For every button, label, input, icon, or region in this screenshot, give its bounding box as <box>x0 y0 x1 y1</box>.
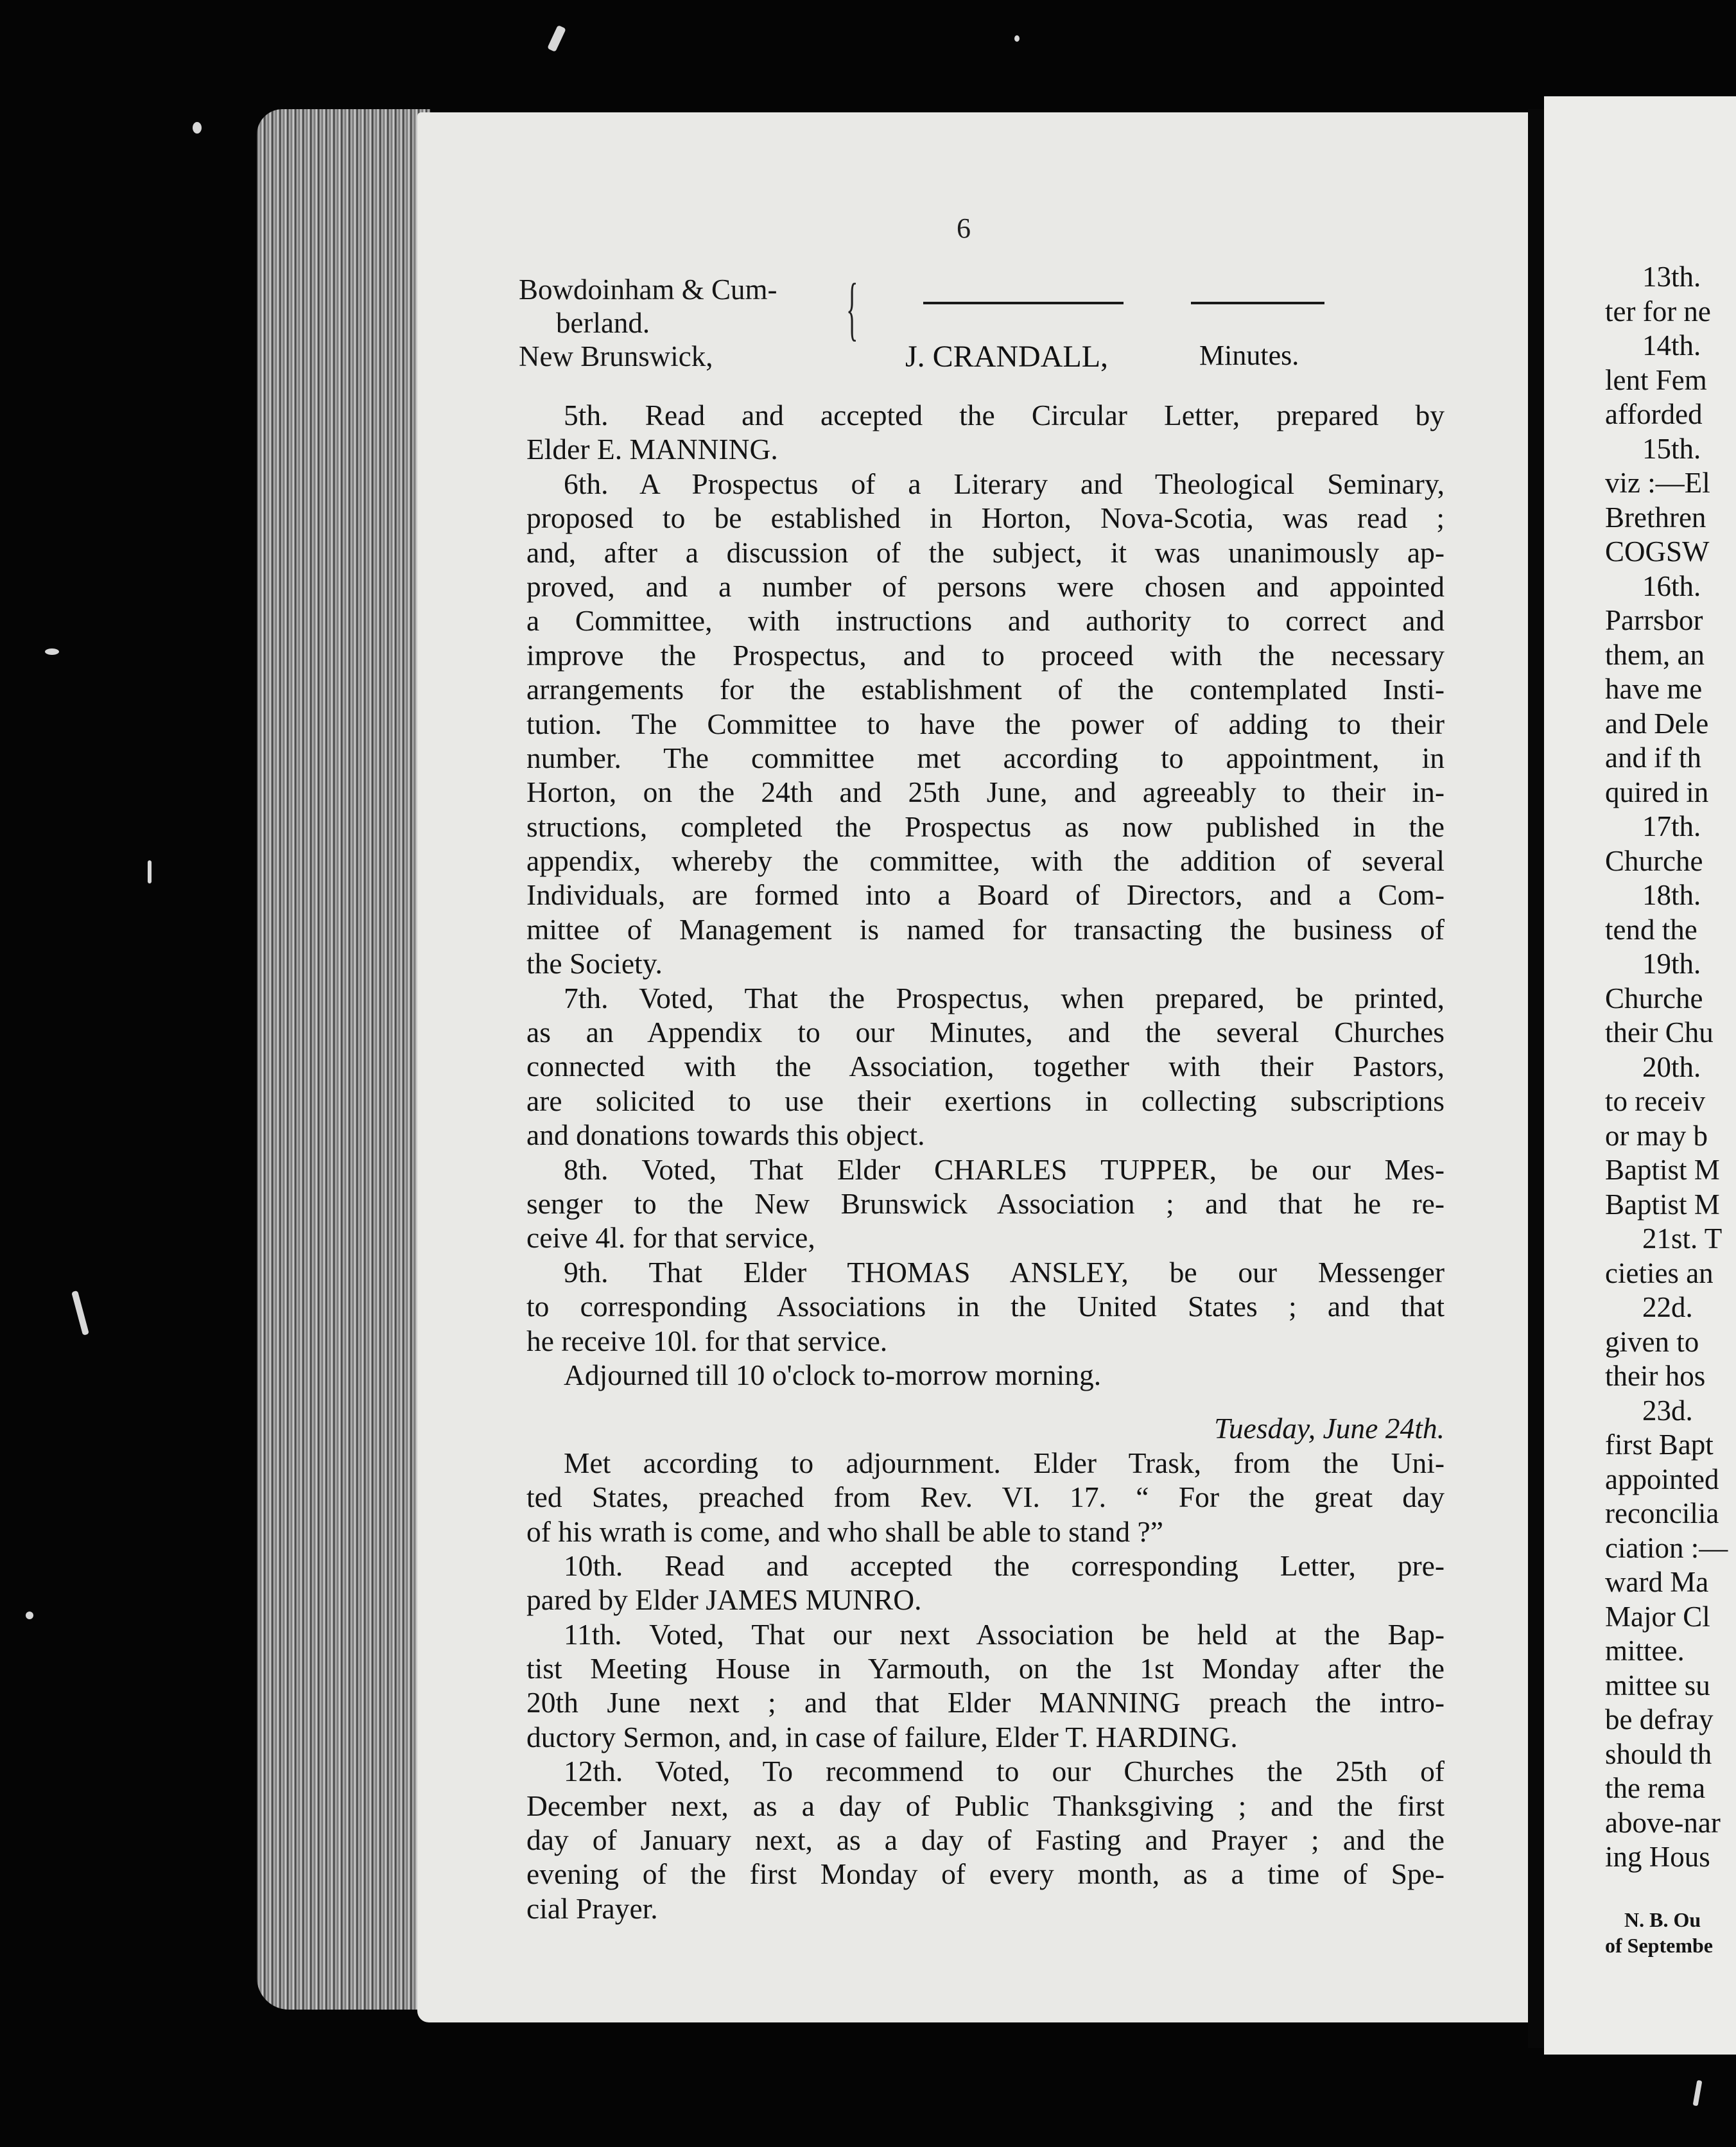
text-line: and, after a discussion of the subject, it was unanimously ap- <box>526 535 1445 569</box>
right-text-line: quired in <box>1605 776 1709 808</box>
text-line: connected with the Association, together with their Pastors, <box>526 1050 1445 1083</box>
right-text-line: Churche <box>1605 982 1703 1014</box>
line-gap <box>526 1392 1445 1411</box>
right-text-line: given to <box>1605 1325 1699 1358</box>
text-line: ceive 4l. for that service, <box>526 1221 815 1255</box>
right-text-line: 15th. <box>1642 432 1701 465</box>
text-line: number. The committee met according to appointment, in <box>526 741 1445 774</box>
header-line: New Brunswick, <box>519 340 713 372</box>
text-line: day of January next, as a day of Fasting and Prayer ; and the <box>526 1823 1445 1857</box>
signature-name: J. CRANDALL, <box>905 340 1109 374</box>
background-speck <box>45 648 59 655</box>
text-line: proposed to be established in Horton, Nova-Scotia, was read ; <box>526 501 1445 535</box>
right-note-line: N. B. Ou <box>1624 1908 1701 1931</box>
right-text-line: mittee su <box>1605 1669 1710 1701</box>
right-text-line: ing Hous <box>1605 1841 1710 1873</box>
text-line: ted States, preached from Rev. VI. 17. “ For the great day <box>526 1481 1445 1514</box>
header-rule <box>1191 302 1324 304</box>
right-text-line: 23d. <box>1642 1394 1693 1427</box>
right-text-line: first Bapt <box>1605 1429 1714 1461</box>
right-text-line: should th <box>1605 1737 1712 1770</box>
right-text-line: their Chu <box>1605 1016 1714 1048</box>
text-line: 20th June next ; and that Elder MANNING preach the intro- <box>526 1686 1445 1719</box>
text-line: a Committee, with instructions and authority to correct and <box>526 604 1445 638</box>
right-text-line: and if th <box>1605 742 1701 774</box>
text-line: improve the Prospectus, and to proceed with the necessary <box>526 638 1445 672</box>
right-text-line: them, an <box>1605 638 1705 671</box>
background-speck <box>1693 2080 1703 2107</box>
right-text-line: 20th. <box>1642 1050 1701 1083</box>
background-speck <box>1014 35 1020 42</box>
text-line: as an Appendix to our Minutes, and the several Churches <box>526 1016 1445 1049</box>
right-text-line: their hos <box>1605 1360 1706 1392</box>
text-line: Individuals, are formed into a Board of Directors, and a Com- <box>526 878 1445 912</box>
right-text-line: Major Cl <box>1605 1600 1710 1633</box>
text-line: 8th. Voted, That Elder CHARLES TUPPER, be our Mes- <box>564 1152 1445 1186</box>
right-text-line: to receiv <box>1605 1085 1706 1117</box>
right-text-line: 14th. <box>1642 329 1701 361</box>
text-line: mittee of Management is named for transacting the business of <box>526 912 1445 946</box>
right-text-line: COGSW <box>1605 535 1710 568</box>
text-line: the Society. <box>526 947 663 980</box>
text-line: he receive 10l. for that service. <box>526 1324 888 1357</box>
text-line: cial Prayer. <box>526 1891 658 1925</box>
page-edges <box>257 109 430 2010</box>
right-text-line: ciation :— <box>1605 1531 1728 1564</box>
right-text-line: Baptist M <box>1605 1154 1720 1186</box>
right-text-line: 16th. <box>1642 569 1701 602</box>
background-speck <box>148 860 152 883</box>
right-text-line: 17th. <box>1642 810 1701 842</box>
body-text <box>526 398 1445 1925</box>
right-text-line: Parrsbor <box>1605 604 1703 636</box>
right-text-line: reconcilia <box>1605 1497 1719 1529</box>
text-line: 10th. Read and accepted the corresponding Letter, pre- <box>564 1549 1445 1582</box>
text-line: senger to the New Brunswick Association ; and that he re- <box>526 1186 1445 1220</box>
right-page-text <box>1605 260 1736 1958</box>
text-line: evening of the first Monday of every month, as a time of Spe- <box>526 1857 1445 1891</box>
text-line: tution. The Committee to have the power of adding to their <box>526 707 1445 740</box>
right-text-line: Baptist M <box>1605 1188 1720 1221</box>
text-line: Met according to adjournment. Elder Trask, from the Uni- <box>564 1446 1445 1479</box>
right-text-line: Brethren <box>1605 501 1706 534</box>
text-line: 12th. Voted, To recommend to our Churches the 25th of <box>564 1755 1445 1788</box>
text-line: Horton, on the 24th and 25th June, and agreeably to their in- <box>526 776 1445 809</box>
right-text-line: appointed <box>1605 1463 1719 1495</box>
text-line: are solicited to use their exertions in collecting subscriptions <box>526 1084 1445 1117</box>
right-text-line: Churche <box>1605 844 1703 877</box>
right-text-line: afforded <box>1605 398 1703 430</box>
header-brace: { <box>846 269 858 347</box>
text-line: 11th. Voted, That our next Association be held at the Bap- <box>564 1617 1445 1651</box>
text-line: ductory Sermon, and, in case of failure, Elder T. HARDING. <box>526 1720 1238 1753</box>
signature-role: Minutes. <box>1199 340 1299 371</box>
right-text-line: lent Fem <box>1605 363 1707 396</box>
text-line: and donations towards this object. <box>526 1118 925 1152</box>
text-line: arrangements for the establishment of the contemplated Insti- <box>526 673 1445 706</box>
text-line: proved, and a number of persons were chosen and appointed <box>526 569 1445 603</box>
text-line: Adjourned till 10 o'clock to-morrow morning. <box>564 1358 1102 1391</box>
background-speck <box>71 1291 89 1335</box>
text-line: 9th. That Elder THOMAS ANSLEY, be our Messenger <box>564 1255 1445 1289</box>
text-line: 7th. Voted, That the Prospectus, when prepared, be printed, <box>564 981 1445 1014</box>
right-text-line: have me <box>1605 673 1703 705</box>
text-line: to corresponding Associations in the United States ; and that <box>526 1290 1445 1323</box>
right-text-line: cieties an <box>1605 1256 1714 1289</box>
right-text-line: ward Ma <box>1605 1566 1709 1598</box>
text-line: December next, as a day of Public Thanksgiving ; and the first <box>526 1789 1445 1822</box>
right-text-line: 21st. T <box>1642 1222 1723 1255</box>
right-text-line: viz :—El <box>1605 467 1710 499</box>
background-speck <box>547 25 566 52</box>
right-note-line: of Septembe <box>1605 1933 1713 1957</box>
text-line: Tuesday, June 24th. <box>1214 1412 1445 1445</box>
background-speck <box>26 1612 33 1619</box>
background-speck <box>193 122 202 134</box>
right-text-line: ter for ne <box>1605 295 1711 327</box>
header-rule <box>923 302 1124 304</box>
text-line: of his wrath is come, and who shall be able to stand ?” <box>526 1515 1163 1548</box>
text-line: Elder E. MANNING. <box>526 433 778 466</box>
text-line: pared by Elder JAMES MUNRO. <box>526 1583 922 1617</box>
right-text-line: 22d. <box>1642 1291 1693 1323</box>
right-text-line: 18th. <box>1642 879 1701 911</box>
right-text-line: and Dele <box>1605 707 1709 740</box>
right-text-line: mittee. <box>1605 1635 1685 1667</box>
line-gap <box>1605 1875 1736 1907</box>
right-text-line: or may b <box>1605 1119 1708 1152</box>
right-text-line: above-nar <box>1605 1806 1721 1839</box>
text-line: structions, completed the Prospectus as now published in the <box>526 810 1445 843</box>
text-line: appendix, whereby the committee, with the addition of several <box>526 844 1445 878</box>
right-text-line: 13th. <box>1642 261 1701 293</box>
text-line: tist Meeting House in Yarmouth, on the 1st Monday after the <box>526 1652 1445 1685</box>
right-text-line: tend the <box>1605 913 1697 946</box>
page-number: 6 <box>957 213 971 244</box>
text-line: 6th. A Prospectus of a Literary and Theological Seminary, <box>564 467 1445 500</box>
header-line: Bowdoinham & Cum- <box>519 274 777 306</box>
right-text-line: the rema <box>1605 1772 1706 1804</box>
right-text-line: 19th. <box>1642 948 1701 980</box>
text-line: 5th. Read and accepted the Circular Letter, prepared by <box>564 399 1445 431</box>
header-line: berland. <box>556 307 650 339</box>
right-text-line: be defray <box>1605 1703 1714 1735</box>
